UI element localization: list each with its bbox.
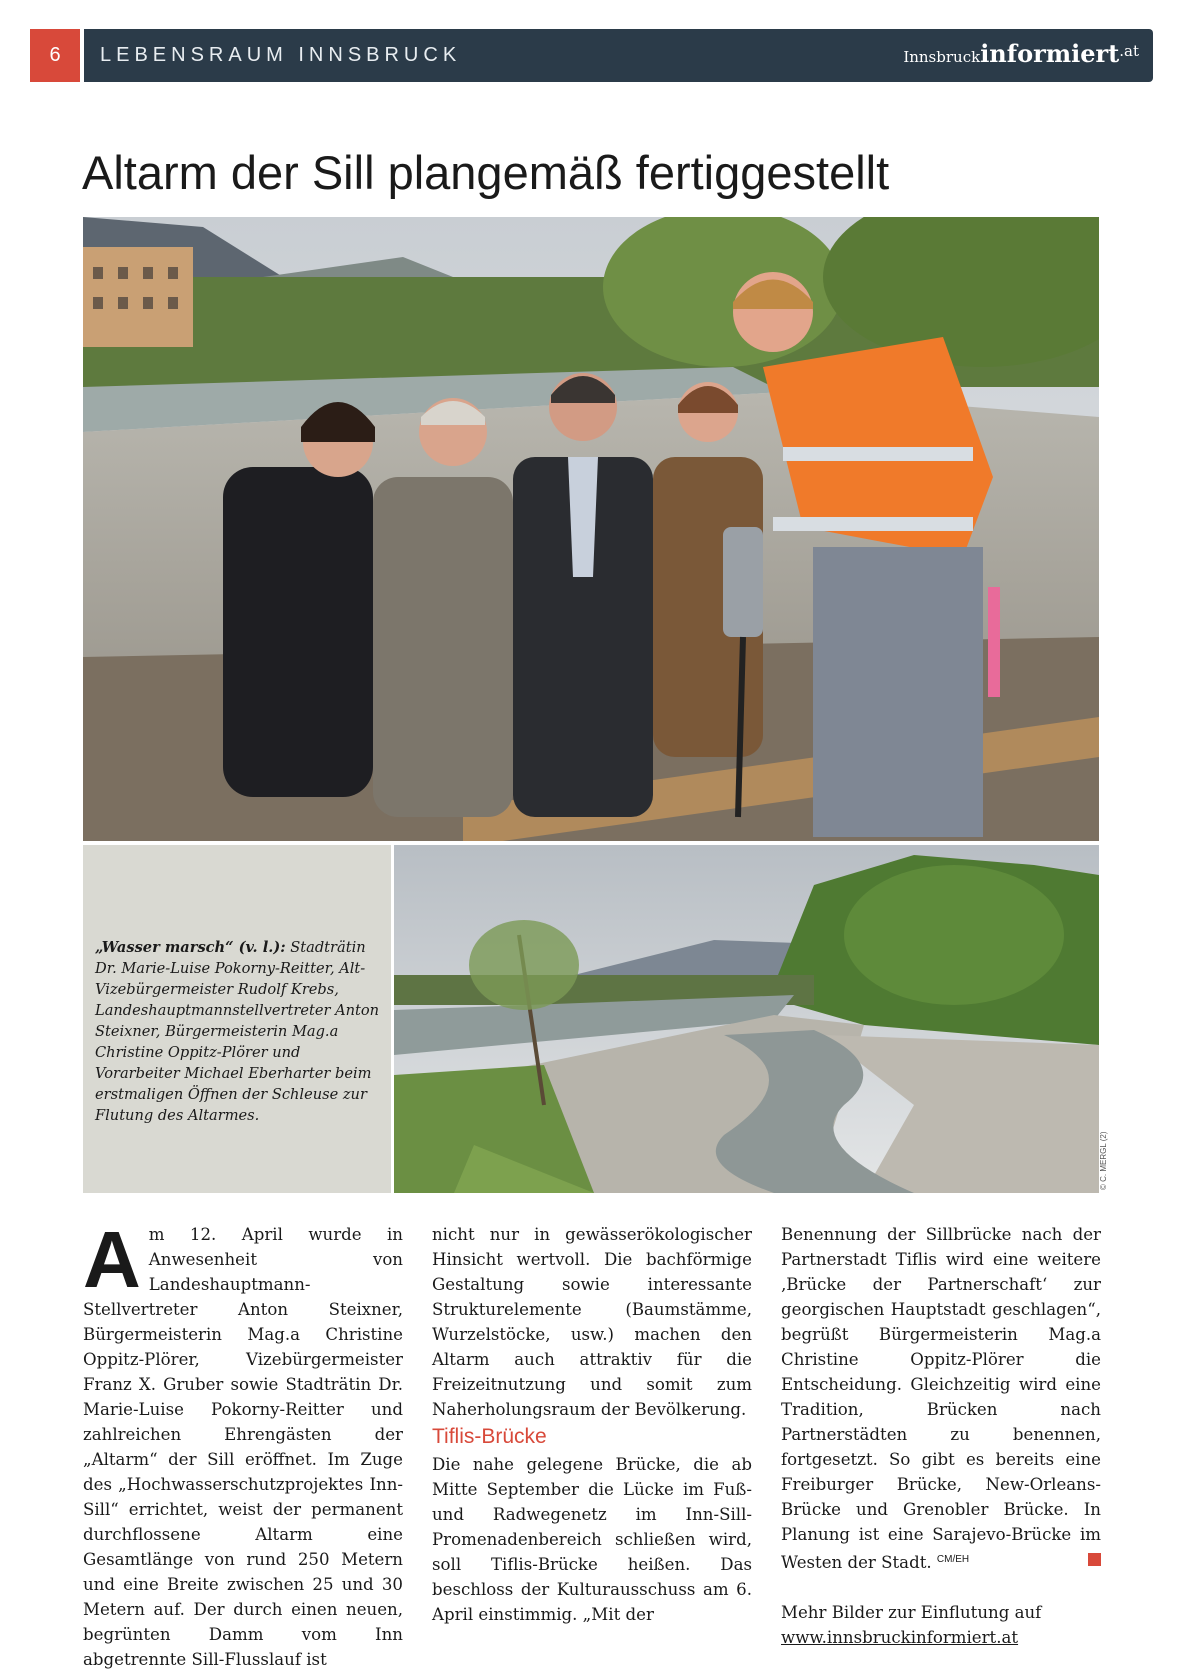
author-initials: CM/EH — [936, 1554, 970, 1565]
column-3-text: Benennung der Sillbrücke nach der Partnerstadt Tiflis wird eine weitere ‚Brücke der Partnerschaft‘ zur georgischen Hauptstadt geschlagen“, begrüßt Bürgermeisterin Mag.a Christine Oppitz-Plörer die Entscheidung. Gleichzeitig wird eine Tradition, Brücken nach Partnerstädten zu benennen, fortgesetzt. So gibt es bereits eine Freiburger Brücke, New-Orleans-Brücke und Grenobler Brücke. In Planung ist eine Sarajevo-Brücke im Westen der Stadt. — [781, 1225, 1101, 1572]
drop-cap: A — [83, 1215, 141, 1304]
article-column-1 — [83, 1215, 403, 1672]
photo-caption — [95, 937, 387, 1126]
column-2-text: nicht nur in gewässerökologischer Hinsicht wertvoll. Die bachförmige Gestaltung sowie interessante Strukturelemente (Baumstämme, Wurzelstöcke, usw.) machen den Altarm auch attraktiv für die Freizeitnutzung und somit zum Naherholungsraum der Bevölkerung. — [432, 1225, 752, 1419]
brand-main: informiert — [980, 39, 1120, 68]
caption-box — [83, 845, 391, 1193]
website-link[interactable]: www.innsbruckinformiert.at — [781, 1628, 1019, 1647]
article-title: Altarm der Sill plangemäß fertiggestellt — [82, 146, 890, 199]
photo-credit: © C. MERGL (2) — [1099, 1131, 1108, 1190]
article-column-2 — [432, 1222, 752, 1627]
main-photo — [83, 217, 1099, 841]
header-bar — [84, 29, 1153, 82]
end-mark-icon — [1088, 1553, 1101, 1566]
column-1-text: m 12. April wurde in Anwesenheit von Landeshauptmann-Stellvertreter Anton Steixner, Bürgermeisterin Mag.a Christine Oppitz-Plörer, Vizebürgermeister Franz X. Gruber sowie Stadträtin Dr. Marie-Luise Pokorny-Reitter und zahlreichen Ehrengästen der „Altarm“ der Sill eröffnet. Im Zuge des „Hochwasserschutzprojektes Inn-Sill“ errichtet, weist der permanent durchflossene Altarm eine Gesamtlänge von rund 250 Metern und eine Breite zwischen 25 und 30 Metern auf. Der durch einen neuen, begrünten Damm vom Inn abgetrennte Sill-Flusslauf ist — [83, 1225, 403, 1669]
column-2-text-2: Die nahe gelegene Brücke, die ab Mitte September die Lücke im Fuß- und Radwegenetz im Inn-Sill-Promenadenbereich schließen wird, soll Tiflis-Brücke heißen. Das beschloss der Kulturausschuss am 6. April einstimmig. „Mit der — [432, 1455, 752, 1624]
article-column-3 — [781, 1222, 1101, 1650]
more-text: Mehr Bilder zur Einflutung auf — [781, 1603, 1042, 1622]
page-number: 6 — [30, 29, 80, 82]
caption-text: Stadträtin Dr. Marie-Luise Pokorny-Reitter, Alt-Vizebürgermeister Rudolf Krebs, Landeshauptmannstellvertreter Anton Steixner, Bürgermeisterin Mag.a Christine Oppitz-Plörer und Vorarbeiter Michael Eberharter beim erstmaligen Öffnen der Schleuse zur Flutung des Altarmes. — [95, 939, 380, 1124]
river-photo — [394, 845, 1099, 1193]
section-title: LEBENSRAUM INNSBRUCK — [100, 44, 462, 66]
caption-lead: „Wasser marsch“ (v. l.): — [95, 939, 286, 956]
brand-prefix: Innsbruck — [903, 48, 981, 66]
more-info — [781, 1600, 1101, 1650]
brand-suffix: .at — [1119, 42, 1139, 60]
subheading: Tiflis-Brücke — [432, 1425, 547, 1448]
brand-logo — [903, 39, 1139, 68]
